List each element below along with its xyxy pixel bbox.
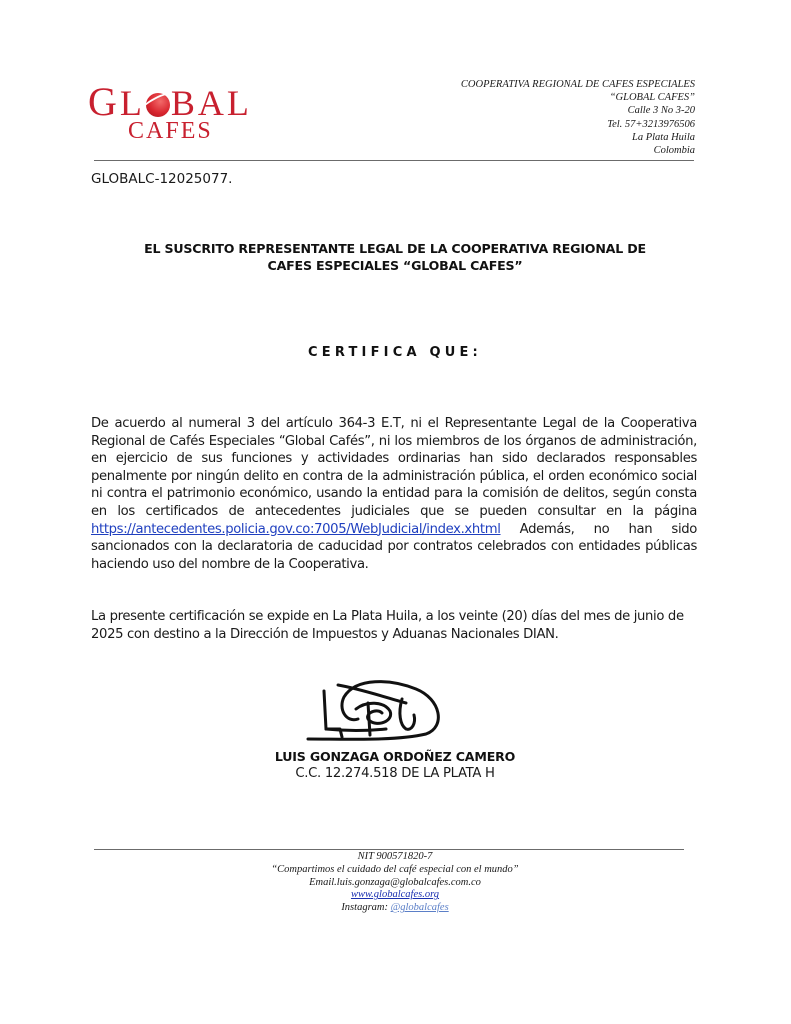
footer bbox=[100, 851, 690, 915]
title-line-2: CAFES ESPECIALES “GLOBAL CAFES” bbox=[267, 258, 523, 273]
paragraph-1-text-a: De acuerdo al numeral 3 del artículo 364-3 E.T, ni el Representante Legal de la Cooperativa Regional de Cafés Especiales “Global Cafés”, ni los miembros de los órganos de administración, en ejercicio de sus funciones y actividades ordinarias han sido declarados responsables penalmente por ningún delito en contra de la administración pública, el orden económico social ni contra el patrimonio económico, usando la entidad para la comisión de delitos, según consta en los certificados de antecedentes judiciales que se pueden consultar en la página bbox=[91, 416, 697, 519]
logo-letter-l: L bbox=[119, 83, 145, 123]
header-city: La Plata Huila bbox=[631, 131, 695, 143]
document-title bbox=[100, 240, 690, 274]
certifica-heading: CERTIFICA QUE: bbox=[308, 345, 482, 360]
logo-wordmark-cafes: CAFES bbox=[128, 118, 213, 144]
header-country: Colombia bbox=[653, 145, 695, 157]
logo-letters-bal: BAL bbox=[170, 83, 252, 123]
signer-name: LUIS GONZAGA ORDOÑEZ CAMERO bbox=[274, 749, 516, 764]
globe-icon bbox=[146, 93, 170, 117]
logo-wordmark-global bbox=[88, 79, 252, 124]
logo-letter-g: G bbox=[88, 79, 120, 124]
body-paragraph-2: La presente certificación se expide en La Plata Huila, a los veinte (20) días del mes de junio de 2025 con destino a la Dirección de Impuestos y Aduanas Nacionales DIAN. bbox=[91, 609, 684, 642]
header-org-name: COOPERATIVA REGIONAL DE CAFES ESPECIALES bbox=[460, 79, 695, 90]
instagram-handle-link[interactable]: @globalcafes bbox=[390, 902, 449, 914]
footer-divider bbox=[94, 849, 684, 850]
header-address-block bbox=[461, 78, 695, 157]
footer-website-link[interactable]: www.globalcafes.org bbox=[350, 889, 440, 901]
footer-instagram bbox=[100, 902, 690, 915]
footer-slogan: “Compartimos el cuidado del café especial con el mundo” bbox=[271, 863, 519, 875]
header-org-short: “GLOBAL CAFES” bbox=[609, 92, 695, 104]
header-divider bbox=[94, 160, 694, 161]
header-phone: Tel. 57+3213976506 bbox=[607, 118, 695, 130]
global-cafes-logo bbox=[88, 79, 258, 144]
footer-email: Email.luis.gonzaga@globalcafes.com.co bbox=[309, 876, 481, 888]
signer-id: C.C. 12.274.518 DE LA PLATA H bbox=[295, 766, 495, 781]
antecedentes-link[interactable]: https://antecedentes.policia.gov.co:7005/WebJudicial/index.xhtml bbox=[91, 521, 501, 537]
signature-image bbox=[306, 679, 441, 745]
footer-nit: NIT 900571820-7 bbox=[357, 851, 433, 862]
body-paragraph-1 bbox=[91, 415, 697, 573]
header-street: Calle 3 No 3-20 bbox=[627, 105, 695, 117]
title-line-1: EL SUSCRITO REPRESENTANTE LEGAL DE LA COOPERATIVA REGIONAL DE bbox=[144, 241, 646, 256]
paragraph-1-text-b: Además, no han sido sancionados con la declaratoria de caducidad por contratos celebrados con entidades públicas haciendo uso del nombre de la Cooperativa. bbox=[91, 521, 697, 572]
reference-number: GLOBALC-12025077. bbox=[91, 171, 233, 187]
instagram-label: Instagram: bbox=[341, 902, 391, 914]
